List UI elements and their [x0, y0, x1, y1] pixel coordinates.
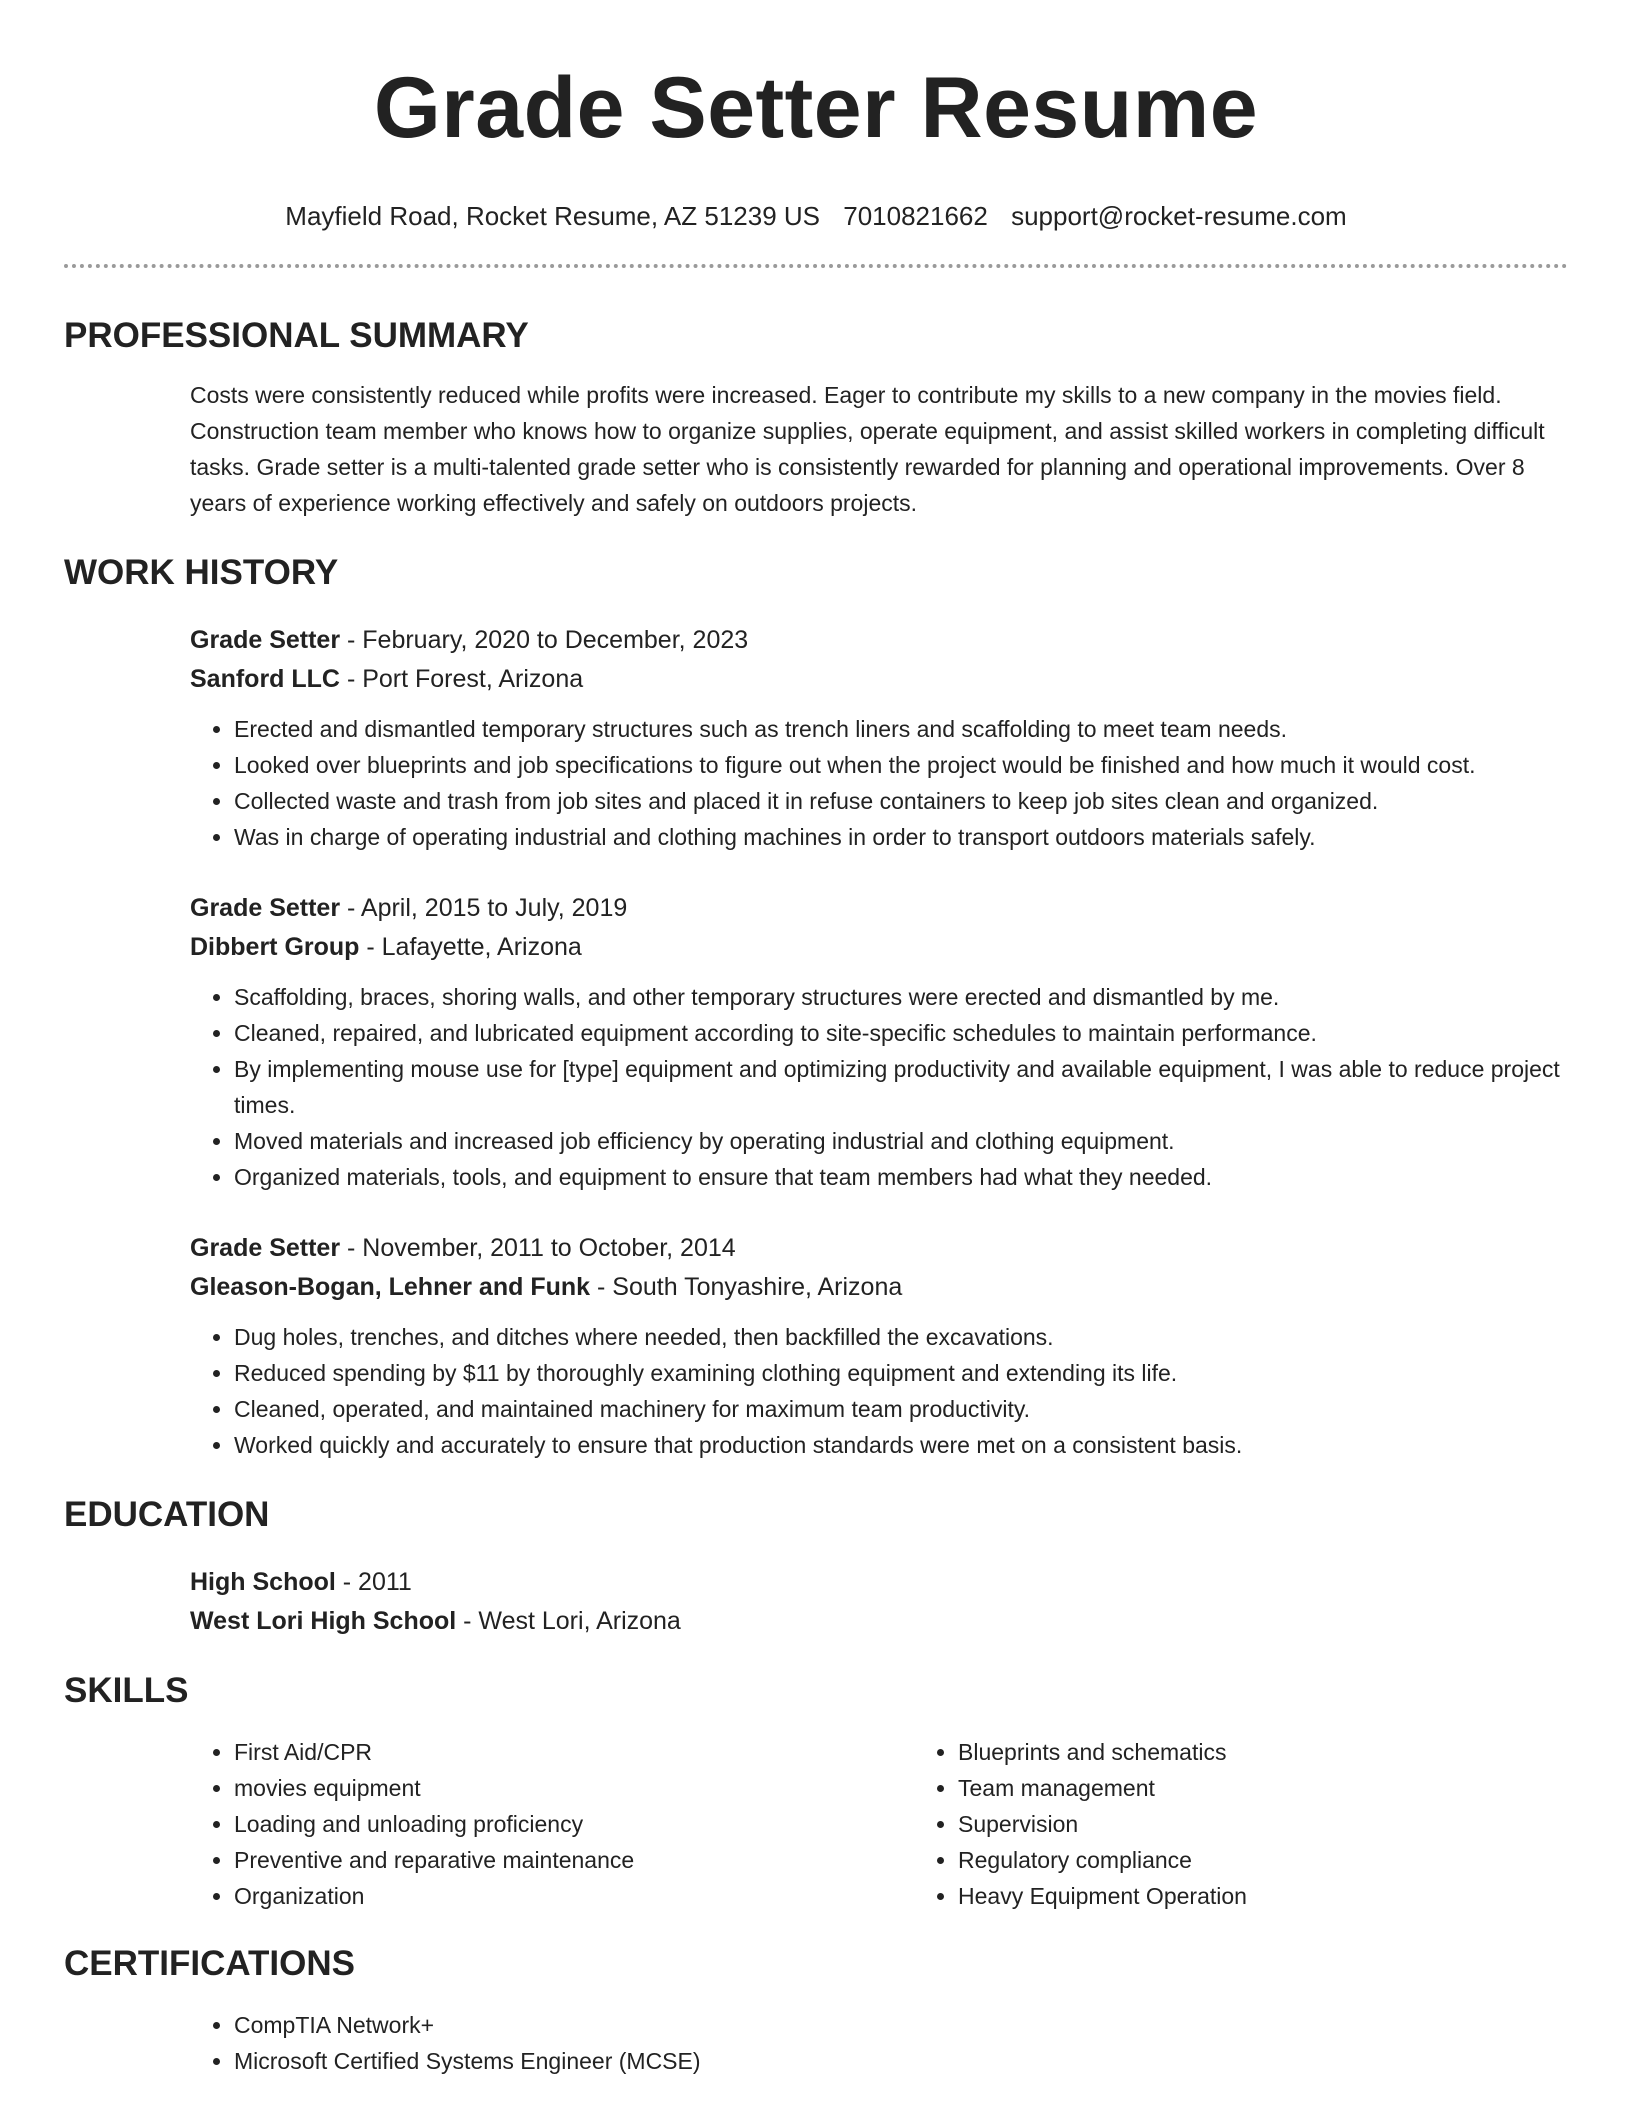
job-title-line [190, 1229, 1568, 1268]
contact-phone: 7010821662 [843, 201, 988, 231]
certification-item: • Microsoft Certified Systems Engineer (MCSE) [234, 2043, 1568, 2079]
job-title: Grade Setter [190, 626, 341, 654]
certifications-heading: CERTIFICATIONS [64, 1944, 356, 1983]
skill-item: • First Aid/CPR [234, 1734, 914, 1770]
education-school: West Lori High School [190, 1607, 457, 1635]
job-entry [190, 1229, 1568, 1463]
skill-item: • Supervision [958, 1806, 1558, 1842]
skill-item: • Regulatory compliance [958, 1842, 1558, 1878]
job-bullet: • Collected waste and trash from job sites and placed it in refuse containers to keep job sites clean and organized. [234, 783, 1568, 819]
job-bullet: • By implementing mouse use for [type] equipment and optimizing productivity and available equipment, I was able to reduce project times. [234, 1051, 1568, 1123]
contact-address: Mayfield Road, Rocket Resume, AZ 51239 US [285, 201, 820, 231]
education-entry [64, 1563, 1568, 1641]
job-bullet: • Worked quickly and accurately to ensure that production standards were met on a consistent basis. [234, 1427, 1568, 1463]
education-degree: High School [190, 1568, 336, 1596]
job-bullet: • Dug holes, trenches, and ditches where needed, then backfilled the excavations. [234, 1319, 1568, 1355]
skill-item: • Heavy Equipment Operation [958, 1878, 1558, 1914]
education-heading: EDUCATION [64, 1495, 270, 1534]
certifications-list [190, 2007, 1568, 2079]
job-bullet: • Cleaned, repaired, and lubricated equipment according to site-specific schedules to maintain performance. [234, 1015, 1568, 1051]
job-title: Grade Setter [190, 1234, 341, 1262]
job-bullets [190, 979, 1568, 1195]
skill-item: • Preventive and reparative maintenance [234, 1842, 914, 1878]
contact-line [64, 200, 1568, 232]
skill-item: • Team management [958, 1770, 1558, 1806]
job-bullet: • Moved materials and increased job efficiency by operating industrial and clothing equipment. [234, 1123, 1568, 1159]
job-bullet: • Reduced spending by $11 by thoroughly examining clothing equipment and extending its life. [234, 1355, 1568, 1391]
summary-heading: PROFESSIONAL SUMMARY [64, 316, 529, 355]
job-company-line [190, 660, 1568, 699]
job-title: Grade Setter [190, 894, 341, 922]
header-divider [64, 264, 1568, 268]
job-bullets [190, 1319, 1568, 1463]
education-location: - West Lori, Arizona [456, 1607, 681, 1635]
job-dates: - November, 2011 to October, 2014 [340, 1234, 736, 1262]
job-bullet: • Organized materials, tools, and equipment to ensure that team members had what they needed. [234, 1159, 1568, 1195]
skill-item: • movies equipment [234, 1770, 914, 1806]
skills-list-left [190, 1734, 914, 1914]
job-bullet: • Cleaned, operated, and maintained machinery for maximum team productivity. [234, 1391, 1568, 1427]
job-bullet: • Looked over blueprints and job specifications to figure out when the project would be finished and how much it would cost. [234, 747, 1568, 783]
job-dates: - April, 2015 to July, 2019 [340, 894, 628, 922]
job-title-line [190, 889, 1568, 928]
job-dates: - February, 2020 to December, 2023 [340, 626, 749, 654]
skills-columns [190, 1734, 1568, 1914]
education-degree-line [190, 1563, 1568, 1602]
job-bullet: • Erected and dismantled temporary structures such as trench liners and scaffolding to meet team needs. [234, 711, 1568, 747]
skill-item: • Blueprints and schematics [958, 1734, 1558, 1770]
skill-item: • Loading and unloading proficiency [234, 1806, 914, 1842]
job-bullet: • Was in charge of operating industrial and clothing machines in order to transport outdoors materials safely. [234, 819, 1568, 855]
skill-item: • Organization [234, 1878, 914, 1914]
certification-item: • CompTIA Network+ [234, 2007, 1568, 2043]
job-location: - South Tonyashire, Arizona [590, 1273, 903, 1301]
contact-email: support@rocket-resume.com [1011, 201, 1347, 231]
job-company-line [190, 928, 1568, 967]
skills-heading: SKILLS [64, 1671, 189, 1710]
resume-title: Grade Setter Resume [373, 60, 1259, 156]
work-history-heading: WORK HISTORY [64, 553, 339, 592]
summary-text: Costs were consistently reduced while profits were increased. Eager to contribute my skills to a new company in the movies field. Construction team member who knows how to organize supplies, operate equipment, and assist skilled workers in completing difficult tasks. Grade setter is a multi-talented grade setter who is consistently rewarded for planning and operational improvements. Over 8 years of experience working effectively and safely on outdoors projects. [190, 382, 1545, 516]
job-bullets [190, 711, 1568, 855]
job-entry [190, 621, 1568, 855]
job-entry [190, 889, 1568, 1195]
skills-list-right [914, 1734, 1558, 1914]
job-location: - Port Forest, Arizona [340, 665, 584, 693]
job-title-line [190, 621, 1568, 660]
job-company: Dibbert Group [190, 933, 360, 961]
job-company-line [190, 1268, 1568, 1307]
job-company: Gleason-Bogan, Lehner and Funk [190, 1273, 591, 1301]
education-school-line [190, 1602, 1568, 1641]
job-company: Sanford LLC [190, 665, 340, 693]
job-bullet: • Scaffolding, braces, shoring walls, and other temporary structures were erected and dismantled by me. [234, 979, 1568, 1015]
work-history-list [64, 621, 1568, 1463]
job-location: - Lafayette, Arizona [359, 933, 582, 961]
education-year: - 2011 [335, 1568, 412, 1596]
